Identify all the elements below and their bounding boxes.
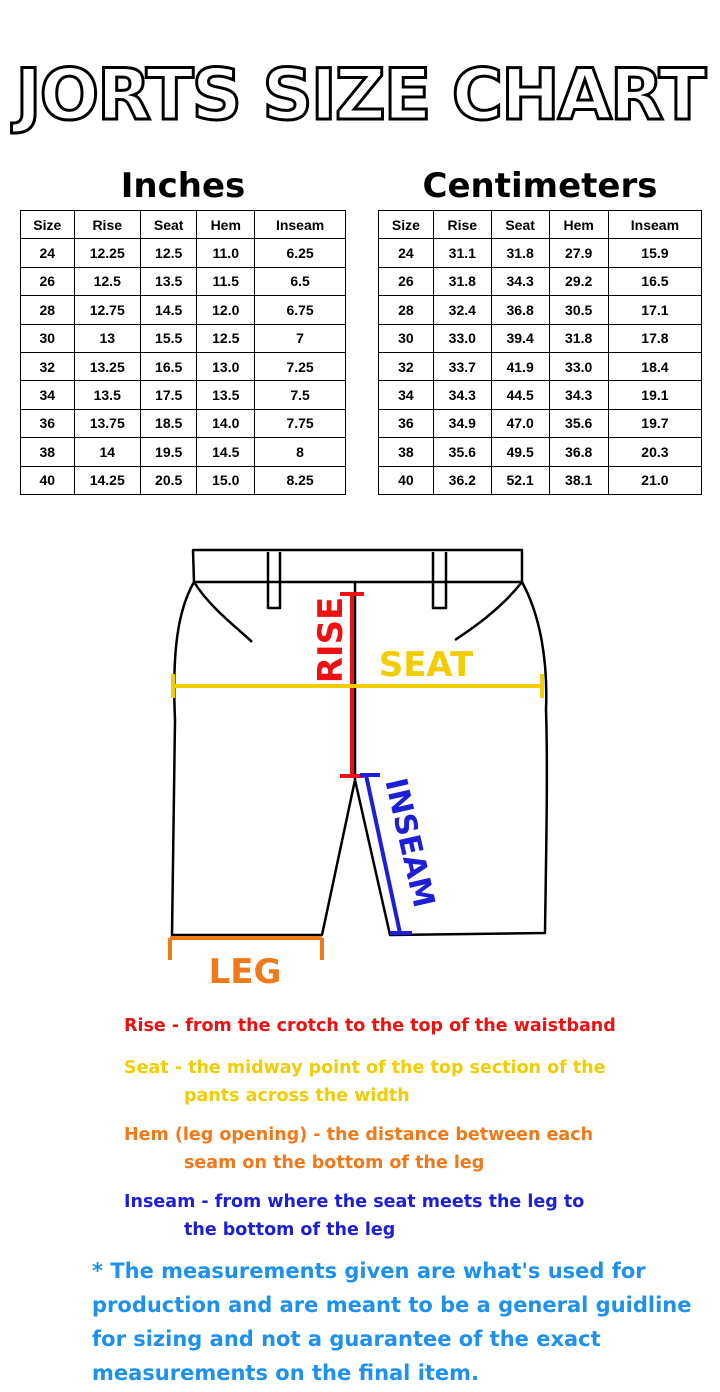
left-belt-loop (268, 552, 280, 608)
table-cell: 13.5 (74, 381, 140, 409)
seat-label: SEAT (378, 645, 474, 685)
table-row (21, 409, 346, 437)
table-cell: 34 (21, 381, 75, 409)
table-cell: 16.5 (140, 352, 196, 380)
table-cell: 13.0 (197, 352, 255, 380)
table-cell: 13.25 (74, 352, 140, 380)
table-cell: 35.6 (549, 409, 608, 437)
table-row (379, 466, 702, 494)
table-cell: 12.75 (74, 296, 140, 324)
table-cell: 12.0 (197, 296, 255, 324)
table-cell: 6.25 (255, 239, 346, 267)
legend-inseam (124, 1188, 684, 1244)
table-cell: 13.5 (140, 267, 196, 295)
table-cell: 34.3 (433, 381, 491, 409)
table-cell: 27.9 (549, 239, 608, 267)
table-cell: 14.5 (197, 438, 255, 466)
shorts-outline (172, 550, 547, 935)
table-row (379, 438, 702, 466)
table-cell: 15.5 (140, 324, 196, 352)
table-cell: 19.5 (140, 438, 196, 466)
table-cell: 40 (379, 466, 434, 494)
table-row (379, 267, 702, 295)
table-row (21, 352, 346, 380)
table-cell: 35.6 (433, 438, 491, 466)
table-cell: 14.0 (197, 409, 255, 437)
table-cell: 11.0 (197, 239, 255, 267)
legend-hem-line1: Hem (leg opening) - the distance between each (124, 1125, 594, 1145)
legend-seat (124, 1054, 684, 1110)
table-row (21, 324, 346, 352)
table-cell: 41.9 (491, 352, 549, 380)
table-row (21, 239, 346, 267)
table-cell: 14.25 (74, 466, 140, 494)
column-header: Rise (433, 211, 491, 239)
table-cell: 28 (379, 296, 434, 324)
table-header-row (379, 211, 702, 239)
table-cell: 40 (21, 466, 75, 494)
table-cell: 15.0 (197, 466, 255, 494)
table-cell: 14.5 (140, 296, 196, 324)
table-row (379, 381, 702, 409)
table-cell: 17.1 (608, 296, 701, 324)
right-belt-loop (433, 552, 446, 608)
column-header: Size (21, 211, 75, 239)
note-line2: production and are meant to be a general guidline (92, 1293, 692, 1317)
table-cell: 12.5 (140, 239, 196, 267)
table-cell: 8 (255, 438, 346, 466)
column-header: Size (379, 211, 434, 239)
table-row (379, 239, 702, 267)
table-cell: 7.5 (255, 381, 346, 409)
table-cell: 18.4 (608, 352, 701, 380)
table-cell: 38 (379, 438, 434, 466)
table-cell: 33.0 (433, 324, 491, 352)
table-cell: 52.1 (491, 466, 549, 494)
table-cell: 34.3 (491, 267, 549, 295)
jorts-measurement-diagram (0, 530, 720, 1000)
table-header-row (21, 211, 346, 239)
table-cell: 38 (21, 438, 75, 466)
note-line1: * The measurements given are what's used for (92, 1259, 646, 1283)
table-cell: 12.5 (74, 267, 140, 295)
column-header: Seat (140, 211, 196, 239)
table-cell: 20.3 (608, 438, 701, 466)
table-cell: 30 (21, 324, 75, 352)
column-header: Inseam (255, 211, 346, 239)
table-cell: 31.8 (433, 267, 491, 295)
table-cell: 19.7 (608, 409, 701, 437)
table-cell: 36 (379, 409, 434, 437)
table-cell: 39.4 (491, 324, 549, 352)
table-cell: 29.2 (549, 267, 608, 295)
legend-inseam-line2: the bottom of the leg (184, 1220, 396, 1240)
table-cell: 13 (74, 324, 140, 352)
table-cell: 16.5 (608, 267, 701, 295)
column-header: Hem (197, 211, 255, 239)
legend-seat-line2: pants across the width (184, 1086, 410, 1106)
table-cell: 28 (21, 296, 75, 324)
table-cell: 33.7 (433, 352, 491, 380)
table-cell: 36.8 (549, 438, 608, 466)
legend-rise (124, 1012, 684, 1040)
table-cell: 31.1 (433, 239, 491, 267)
legend-hem (124, 1121, 684, 1177)
table-cell: 7.75 (255, 409, 346, 437)
table-cell: 12.5 (197, 324, 255, 352)
table-cell: 34.3 (549, 381, 608, 409)
table-cell: 31.8 (549, 324, 608, 352)
left-pocket (194, 582, 252, 642)
table-cell: 31.8 (491, 239, 549, 267)
legend-hem-line2: seam on the bottom of the leg (184, 1153, 485, 1173)
right-pocket (455, 582, 522, 640)
table-row (21, 267, 346, 295)
table-cell: 15.9 (608, 239, 701, 267)
table-cell: 33.0 (549, 352, 608, 380)
shorts-body (172, 582, 547, 935)
table-cell: 26 (379, 267, 434, 295)
table-cell: 14 (74, 438, 140, 466)
page-title: JORTS SIZE CHART (15, 54, 705, 136)
column-header: Hem (549, 211, 608, 239)
table-row (379, 324, 702, 352)
column-header: Inseam (608, 211, 701, 239)
table-cell: 6.75 (255, 296, 346, 324)
legend-inseam-line1: Inseam - from where the seat meets the leg to (124, 1192, 585, 1212)
table-cell: 34.9 (433, 409, 491, 437)
table-cell: 26 (21, 267, 75, 295)
waistband (193, 550, 522, 582)
table-cell: 36.2 (433, 466, 491, 494)
table-cell: 38.1 (549, 466, 608, 494)
table-row (21, 381, 346, 409)
table-cell: 17.8 (608, 324, 701, 352)
inches-size-table (20, 210, 346, 495)
table-cell: 32.4 (433, 296, 491, 324)
table-cell: 34 (379, 381, 434, 409)
table-cell: 13.75 (74, 409, 140, 437)
table-cell: 12.25 (74, 239, 140, 267)
table-cell: 44.5 (491, 381, 549, 409)
inseam-label: INSEAM (377, 774, 442, 911)
note-line3: for sizing and not a guarantee of the exact (92, 1327, 601, 1351)
note-line4: measurements on the final item. (92, 1361, 480, 1385)
table-cell: 32 (379, 352, 434, 380)
table-cell: 30 (379, 324, 434, 352)
table-cell: 36 (21, 409, 75, 437)
table-cell: 6.5 (255, 267, 346, 295)
table-cell: 49.5 (491, 438, 549, 466)
table-cell: 21.0 (608, 466, 701, 494)
centimeters-size-table (378, 210, 702, 495)
legend-rise-line1: Rise - from the crotch to the top of the waistband (124, 1016, 616, 1036)
table-cell: 20.5 (140, 466, 196, 494)
column-header: Seat (491, 211, 549, 239)
table-cell: 30.5 (549, 296, 608, 324)
table-cell: 13.5 (197, 381, 255, 409)
table-row (21, 466, 346, 494)
seat-measure (173, 674, 542, 698)
table-cell: 24 (21, 239, 75, 267)
centimeters-heading: Centimeters (422, 166, 658, 206)
table-cell: 8.25 (255, 466, 346, 494)
table-cell: 11.5 (197, 267, 255, 295)
table-row (21, 296, 346, 324)
table-cell: 18.5 (140, 409, 196, 437)
table-cell: 7.25 (255, 352, 346, 380)
table-cell: 47.0 (491, 409, 549, 437)
measurement-disclaimer (92, 1254, 692, 1390)
table-cell: 32 (21, 352, 75, 380)
rise-label: RISE (311, 596, 351, 684)
leg-label: LEG (208, 952, 282, 992)
table-row (379, 409, 702, 437)
legend-seat-line1: Seat - the midway point of the top section of the (124, 1058, 606, 1078)
table-row (379, 296, 702, 324)
table-row (379, 352, 702, 380)
table-cell: 19.1 (608, 381, 701, 409)
column-header: Rise (74, 211, 140, 239)
table-cell: 17.5 (140, 381, 196, 409)
table-cell: 36.8 (491, 296, 549, 324)
table-row (21, 438, 346, 466)
table-cell: 7 (255, 324, 346, 352)
inches-heading: Inches (120, 166, 246, 206)
table-cell: 24 (379, 239, 434, 267)
